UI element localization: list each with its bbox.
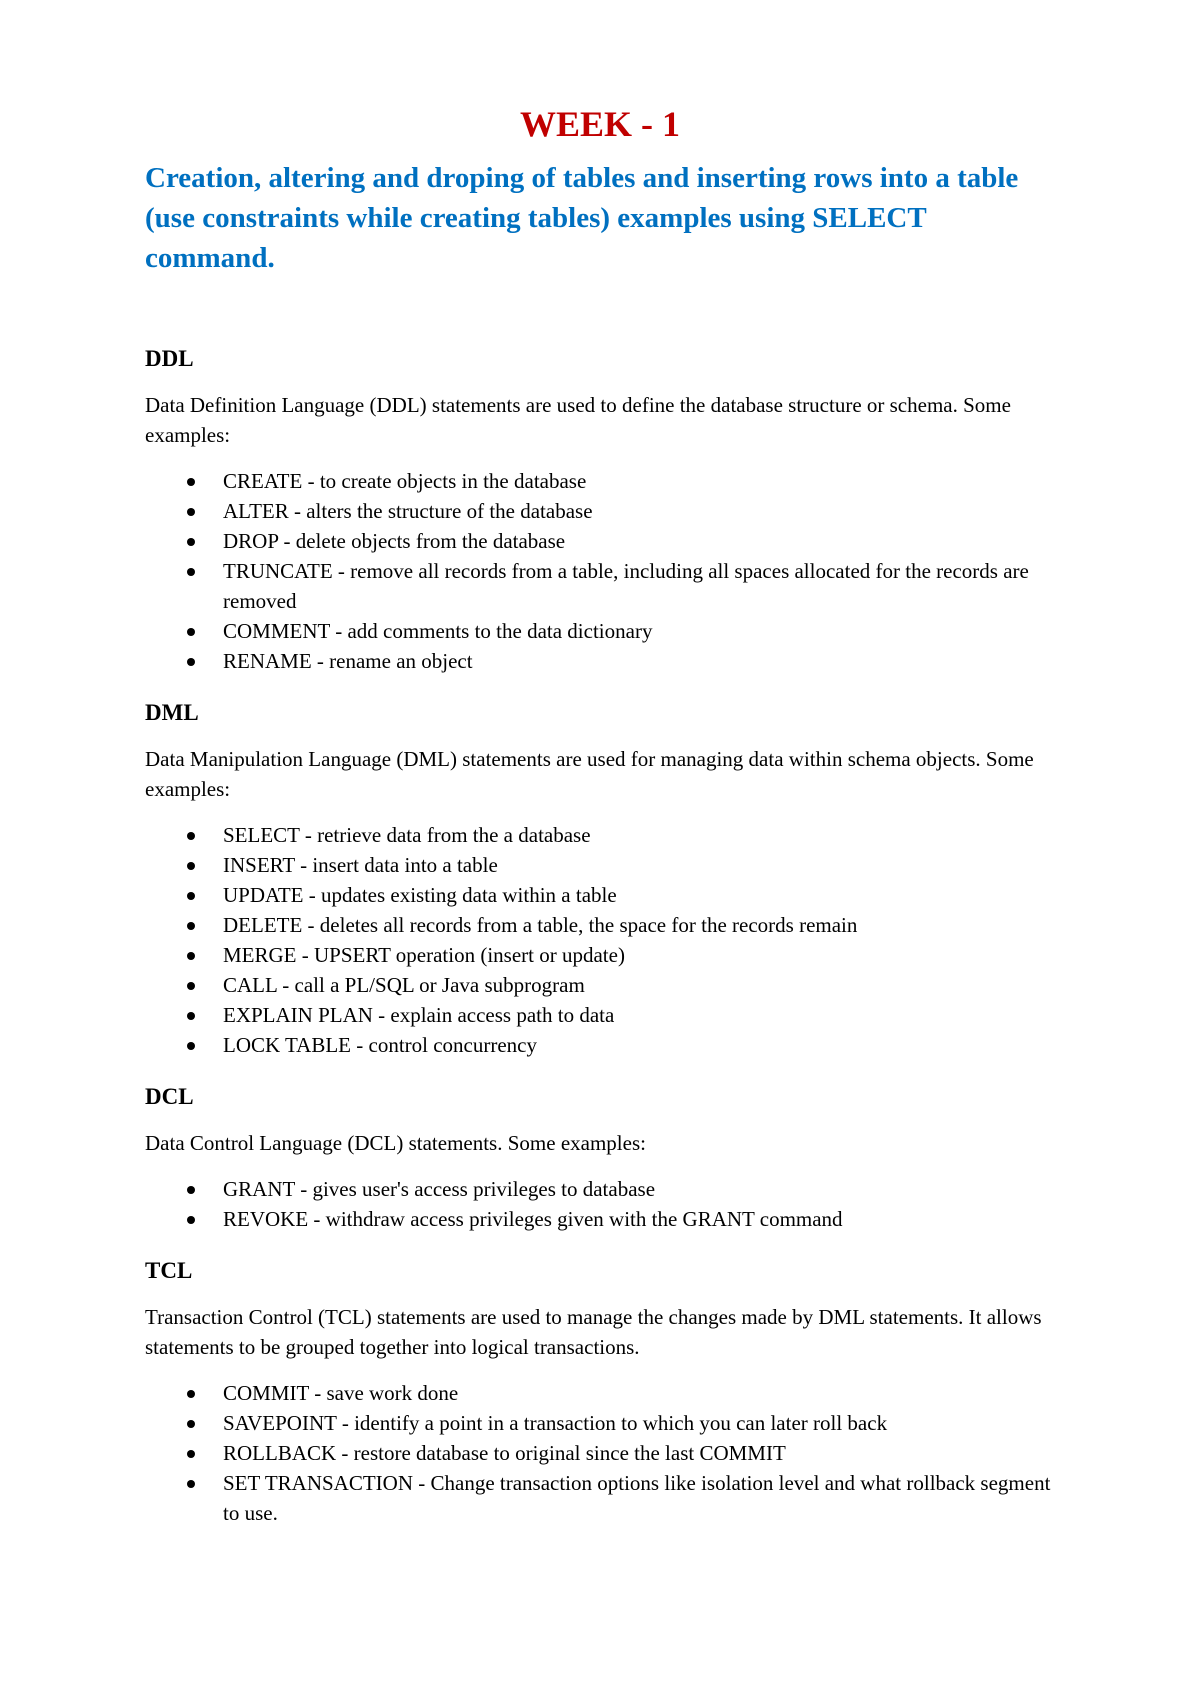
list-item-text: LOCK TABLE - control concurrency — [223, 1033, 538, 1057]
list-item-text: EXPLAIN PLAN - explain access path to data — [223, 1003, 615, 1027]
section-intro: Data Definition Language (DDL) statements are used to define the database structure or schema. Some examples: — [145, 393, 1011, 447]
list-item-text: CALL - call a PL/SQL or Java subprogram — [223, 973, 585, 997]
section-heading: DCL — [145, 1084, 194, 1109]
bullet-icon — [187, 1450, 195, 1458]
section-intro: Transaction Control (TCL) statements are used to manage the changes made by DML statements. It allows statements to be grouped together into logical transactions. — [145, 1305, 1042, 1359]
list-item-text: MERGE - UPSERT operation (insert or update) — [223, 943, 625, 967]
list-item — [145, 850, 1055, 880]
list-item — [145, 496, 1055, 526]
bullet-icon — [187, 862, 195, 870]
section-ddl — [145, 344, 1055, 676]
list-item-text: RENAME - rename an object — [223, 649, 473, 673]
list-item — [145, 466, 1055, 496]
bullet-icon — [187, 628, 195, 636]
bullet-list — [145, 1378, 1055, 1528]
bullet-icon — [187, 478, 195, 486]
list-item — [145, 556, 1055, 616]
list-item — [145, 526, 1055, 556]
section-intro: Data Control Language (DCL) statements. Some examples: — [145, 1131, 646, 1155]
bullet-list — [145, 820, 1055, 1060]
list-item-text: ROLLBACK - restore database to original since the last COMMIT — [223, 1441, 786, 1465]
section-intro: Data Manipulation Language (DML) statements are used for managing data within schema objects. Some examples: — [145, 747, 1034, 801]
bullet-icon — [187, 1216, 195, 1224]
list-item-text: INSERT - insert data into a table — [223, 853, 498, 877]
list-item — [145, 1378, 1055, 1408]
list-item — [145, 1408, 1055, 1438]
page-title: WEEK - 1 — [519, 104, 680, 144]
list-item-text: DELETE - deletes all records from a table, the space for the records remain — [223, 913, 858, 937]
bullet-icon — [187, 922, 195, 930]
bullet-icon — [187, 1042, 195, 1050]
bullet-icon — [187, 568, 195, 576]
list-item-text: REVOKE - withdraw access privileges given with the GRANT command — [223, 1207, 843, 1231]
list-item — [145, 940, 1055, 970]
bullet-icon — [187, 1186, 195, 1194]
list-item — [145, 1030, 1055, 1060]
list-item — [145, 646, 1055, 676]
section-heading: DML — [145, 700, 199, 725]
list-item-text: SAVEPOINT - identify a point in a transaction to which you can later roll back — [223, 1411, 888, 1435]
bullet-icon — [187, 1012, 195, 1020]
document-content — [145, 100, 1055, 1550]
section-dcl — [145, 1082, 1055, 1234]
list-item-text: SELECT - retrieve data from the a database — [223, 823, 591, 847]
bullet-icon — [187, 658, 195, 666]
list-item — [145, 1174, 1055, 1204]
list-item-text: GRANT - gives user's access privileges to database — [223, 1177, 656, 1201]
section-tcl — [145, 1256, 1055, 1528]
page-subtitle: Creation, altering and droping of tables and inserting rows into a table (use constraints while creating tables) examples using SELECT command. — [145, 162, 1019, 274]
bullet-icon — [187, 952, 195, 960]
bullet-icon — [187, 832, 195, 840]
bullet-icon — [187, 538, 195, 546]
list-item-text: UPDATE - updates existing data within a table — [223, 883, 617, 907]
list-item-text: COMMENT - add comments to the data dictionary — [223, 619, 653, 643]
list-item — [145, 1204, 1055, 1234]
list-item — [145, 880, 1055, 910]
list-item-text: DROP - delete objects from the database — [223, 529, 566, 553]
list-item-text: SET TRANSACTION - Change transaction options like isolation level and what rollback segment to use. — [223, 1471, 1051, 1525]
section-heading: TCL — [145, 1258, 193, 1283]
list-item — [145, 820, 1055, 850]
bullet-icon — [187, 1390, 195, 1398]
list-item — [145, 970, 1055, 1000]
list-item — [145, 1000, 1055, 1030]
bullet-list — [145, 1174, 1055, 1234]
bullet-icon — [187, 508, 195, 516]
list-item — [145, 616, 1055, 646]
bullet-icon — [187, 892, 195, 900]
section-dml — [145, 698, 1055, 1060]
list-item-text: ALTER - alters the structure of the database — [223, 499, 593, 523]
list-item — [145, 1438, 1055, 1468]
bullet-icon — [187, 982, 195, 990]
list-item-text: TRUNCATE - remove all records from a table, including all spaces allocated for the records are removed — [223, 559, 1029, 613]
list-item — [145, 910, 1055, 940]
bullet-icon — [187, 1420, 195, 1428]
bullet-icon — [187, 1480, 195, 1488]
list-item-text: COMMIT - save work done — [223, 1381, 459, 1405]
list-item-text: CREATE - to create objects in the database — [223, 469, 587, 493]
section-heading: DDL — [145, 346, 194, 371]
list-item — [145, 1468, 1055, 1528]
bullet-list — [145, 466, 1055, 676]
